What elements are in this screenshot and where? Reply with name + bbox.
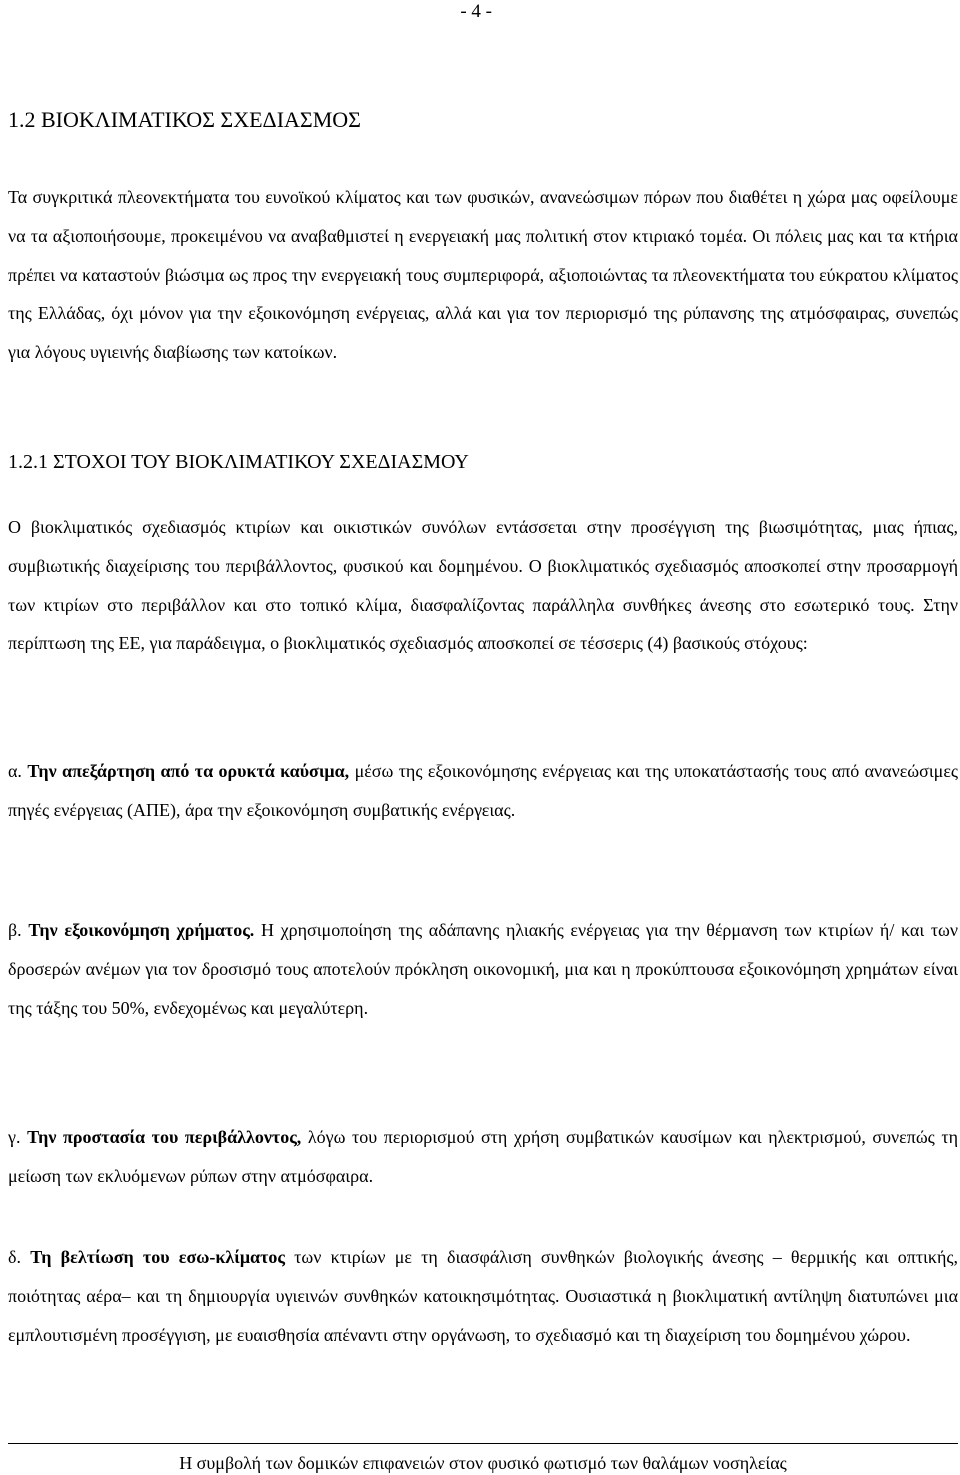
goal-marker: α. (8, 761, 22, 781)
page-number: - 4 - (460, 1, 492, 22)
goal-title: Τη βελτίωση του εσω-κλίματος (30, 1247, 285, 1267)
page-footer: Η συμβολή των δομικών επιφανειών στον φυσικό φωτισμό των θαλάμων νοσηλείας (179, 1453, 787, 1473)
goal-item (8, 1238, 958, 1354)
goal-text: Η χρησιμοποίηση της αδάπανης ηλιακής ενέργειας για την θέρμανση των κτιρίων ή/ και των δροσερών ανέμων για τον δροσισμό τους αποτελούν πρόκληση οικονομική, μια και η προκύπτουσα εξοικονόμηση χρημάτων είναι της τάξης του 50%, ενδεχομένως και μεγαλύτερη. (8, 920, 959, 1018)
goal-text: μέσω της εξοικονόμησης ενέργειας και της υποκατάστασής τους από ανανεώσιμες πηγές ενέργειας (ΑΠΕ), άρα την εξοικονόμηση συμβατικής ενέργειας. (8, 761, 959, 820)
goal-title: Την εξοικονόμηση χρήματος. (28, 920, 255, 940)
goal-item (8, 752, 958, 830)
goal-text: των κτιρίων με τη διασφάλιση συνθηκών βιολογικής άνεσης – θερμικής και οπτικής, ποιότητας αέρα– και τη δημιουργία υγιεινών συνθηκών κατοικησιμότητας. Ουσιαστικά η βιοκλιματική αντίληψη διατυπώνει μια εμπλουτισμένη προσέγγιση, με ευαισθησία απέναντι στην οργάνωση, το σχεδιασμό και τη διαχείριση του δομημένου χώρου. (8, 1247, 959, 1345)
goal-item (8, 911, 958, 1027)
section-intro-paragraph: Τα συγκριτικά πλεονεκτήματα του ευνοϊκού κλίματος και των φυσικών, ανανεώσιμων πόρων που διαθέτει η χώρα μας οφείλουμε να τα αξιοποιήσουμε, προκειμένου να αναβαθμιστεί η ενεργειακή μας πολιτική στον κτιριακό τομέα. Οι πόλεις μας και τα κτήρια πρέπει να καταστούν βιώσιμα ως προς την ενεργειακή τους συμπεριφορά, αξιοποιώντας τα πλεονεκτήματα του εύκρατου κλίματος της Ελλάδας, όχι μόνον για την εξοικονόμηση ενέργειας, αλλά και για τον περιορισμό της ρύπανσης της ατμόσφαιρας, συνεπώς για λόγους υγιεινής διαβίωσης των κατοίκων. (8, 187, 958, 363)
subsection-heading: 1.2.1 ΣΤΟΧΟΙ ΤΟΥ ΒΙΟΚΛΙΜΑΤΙΚΟΥ ΣΧΕΔΙΑΣΜΟΥ (8, 451, 469, 473)
goal-marker: δ. (8, 1247, 21, 1267)
subsection-intro-paragraph: Ο βιοκλιματικός σχεδιασμός κτιρίων και οικιστικών συνόλων εντάσσεται στην προσέγγιση της βιωσιμότητας, μιας ήπιας, συμβιωτικής διαχείρισης του περιβάλλοντος, φυσικού και δομημένου. Ο βιοκλιματικός σχεδιασμός αποσκοπεί στην προσαρμογή των κτιρίων στο περιβάλλον και στο τοπικό κλίμα, διασφαλίζοντας παράλληλα συνθήκες άνεσης στο εσωτερικό τους. Στην περίπτωση της ΕΕ, για παράδειγμα, ο βιοκλιματικός σχεδιασμός αποσκοπεί σε τέσσερις (4) βασικούς στόχους: (8, 517, 958, 654)
footer-divider (8, 1443, 958, 1444)
goal-marker: γ. (8, 1127, 21, 1147)
goal-marker: β. (8, 920, 22, 940)
goal-title: Την προστασία του περιβάλλοντος, (27, 1127, 302, 1147)
goal-title: Την απεξάρτηση από τα ορυκτά καύσιμα, (27, 761, 350, 781)
section-heading: 1.2 ΒΙΟΚΛΙΜΑΤΙΚΟΣ ΣΧΕΔΙΑΣΜΟΣ (8, 107, 361, 132)
goal-item (8, 1118, 958, 1196)
goal-text: λόγω του περιορισμού στη χρήση συμβατικών καυσίμων και ηλεκτρισμού, συνεπώς τη μείωση των εκλυόμενων ρύπων στην ατμόσφαιρα. (8, 1127, 959, 1186)
